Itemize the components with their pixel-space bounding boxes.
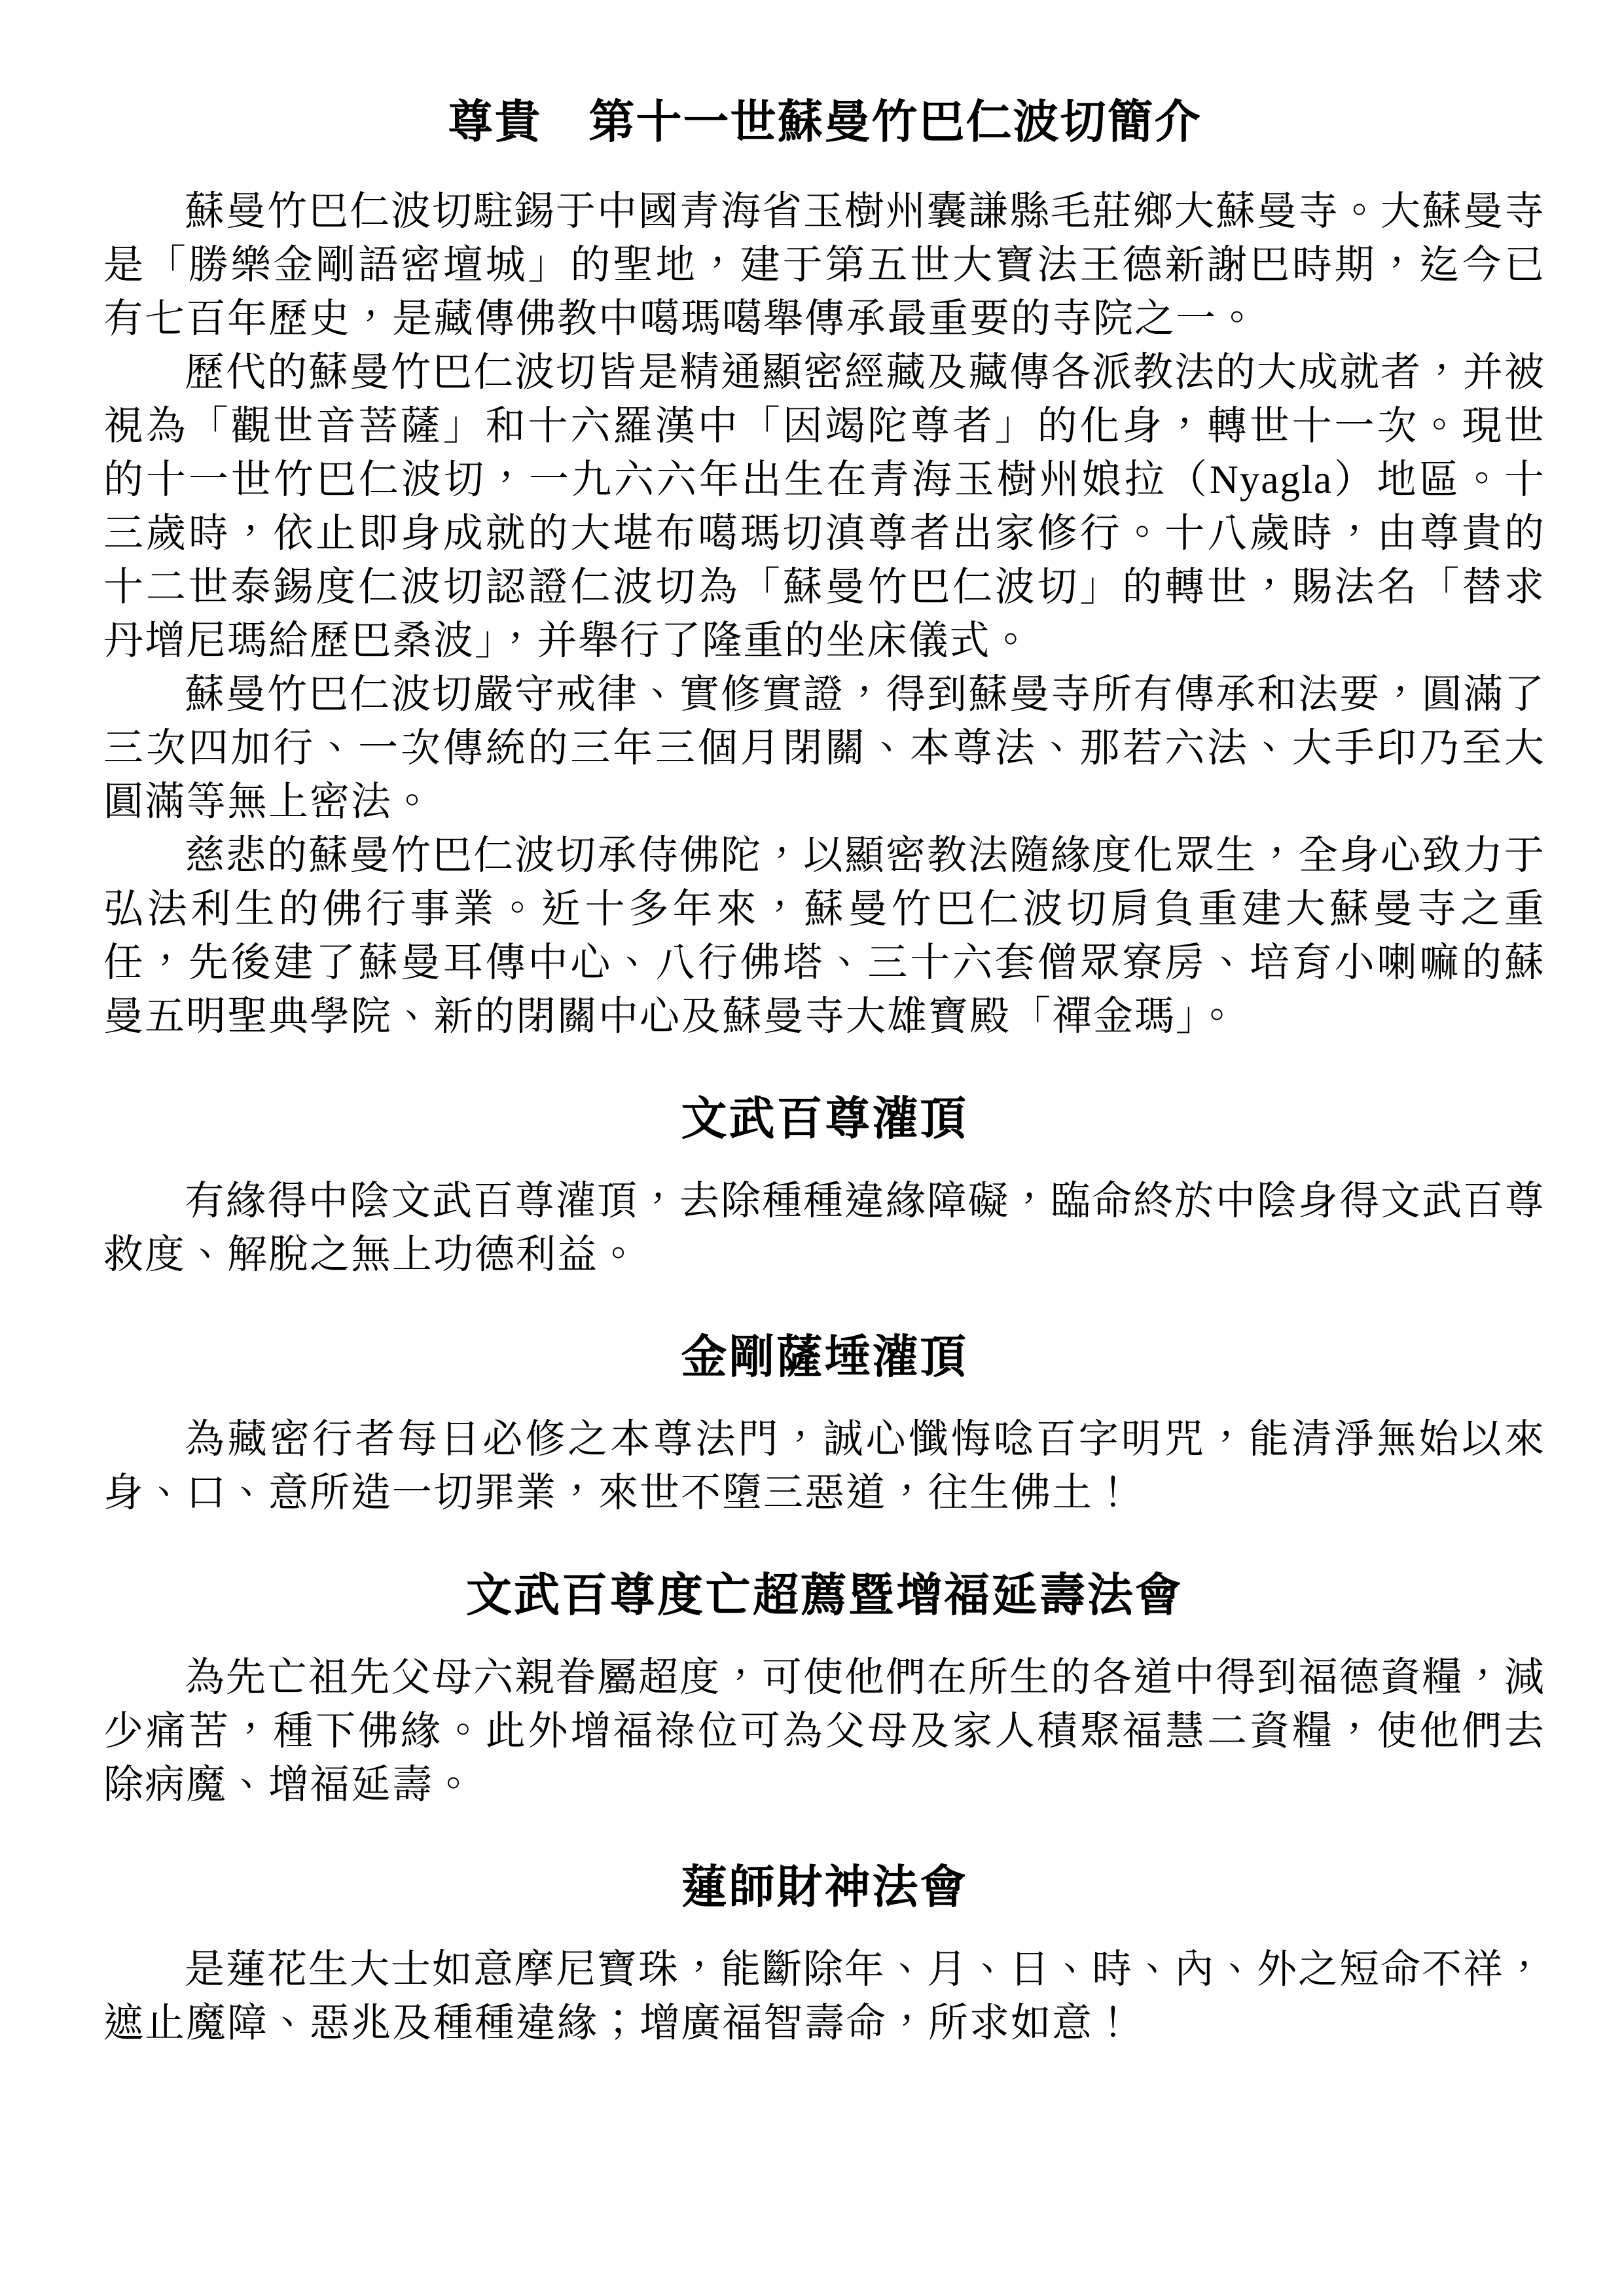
section-heading-2: 金剛薩埵灌頂 [681, 1333, 968, 1383]
section-body-4: 是蓮花生大士如意摩尼寶珠，能斷除年、月、日、時、內、外之短命不祥，遮止魔障、惡兆及種種違緣；增廣福智壽命，所求如意！ [103, 1948, 1546, 2045]
section-heading-4: 蓮師財神法會 [681, 1863, 968, 1913]
intro-paragraph-4: 慈悲的蘇曼竹巴仁波切承侍佛陀，以顯密教法隨緣度化眾生，全身心致力于弘法利生的佛行事業。近十多年來，蘇曼竹巴仁波切肩負重建大蘇曼寺之重任，先後建了蘇曼耳傳中心、八行佛塔、三十六套僧眾寮房、培育小喇嘛的蘇曼五明聖典學院、新的閉關中心及蘇曼寺大雄寶殿「禪金瑪」。 [103, 834, 1546, 1039]
page-title: 尊貴 第十一世蘇曼竹巴仁波切簡介 [447, 98, 1202, 148]
section-heading-3: 文武百尊度亡超薦暨增福延壽法會 [466, 1571, 1183, 1621]
section-body-2: 為藏密行者每日必修之本尊法門，誠心懺悔唸百字明咒，能清淨無始以來身、口、意所造一切罪業，來世不墮三惡道，往生佛土！ [103, 1418, 1545, 1515]
intro-paragraph-1: 蘇曼竹巴仁波切駐錫于中國青海省玉樹州囊謙縣毛莊鄉大蘇曼寺。大蘇曼寺是「勝樂金剛語密壇城」的聖地，建于第五世大寶法王德新謝巴時期，迄今已有七百年歷史，是藏傳佛教中噶瑪噶舉傳承最重要的寺院之一。 [103, 190, 1546, 341]
section-body-1: 有緣得中陰文武百尊灌頂，去除種種違緣障礙，臨命終於中陰身得文武百尊救度、解脫之無上功德利益。 [103, 1179, 1546, 1277]
section-heading-1: 文武百尊灌頂 [681, 1094, 968, 1145]
intro-paragraph-3: 蘇曼竹巴仁波切嚴守戒律、實修實證，得到蘇曼寺所有傳承和法要，圓滿了三次四加行、一次傳統的三年三個月閉關、本尊法、那若六法、大手印乃至大圓滿等無上密法。 [103, 673, 1546, 824]
intro-paragraph-2: 歷代的蘇曼竹巴仁波切皆是精通顯密經藏及藏傳各派教法的大成就者，并被視為「觀世音菩薩」和十六羅漢中「因竭陀尊者」的化身，轉世十一次。現世的十一世竹巴仁波切，一九六六年出生在青海玉樹州娘拉（Nyagla）地區。十三歲時，依止即身成就的大堪布噶瑪切滇尊者出家修行。十八歲時，由尊貴的十二世泰錫度仁波切認證仁波切為「蘇曼竹巴仁波切」的轉世，賜法名「替求丹增尼瑪給歷巴桑波」，并舉行了隆重的坐床儀式。 [103, 351, 1546, 663]
section-body-3: 為先亡祖先父母六親眷屬超度，可使他們在所生的各道中得到福德資糧，減少痛苦，種下佛緣。此外增福祿位可為父母及家人積聚福慧二資糧，使他們去除病魔、增福延壽。 [103, 1656, 1546, 1807]
